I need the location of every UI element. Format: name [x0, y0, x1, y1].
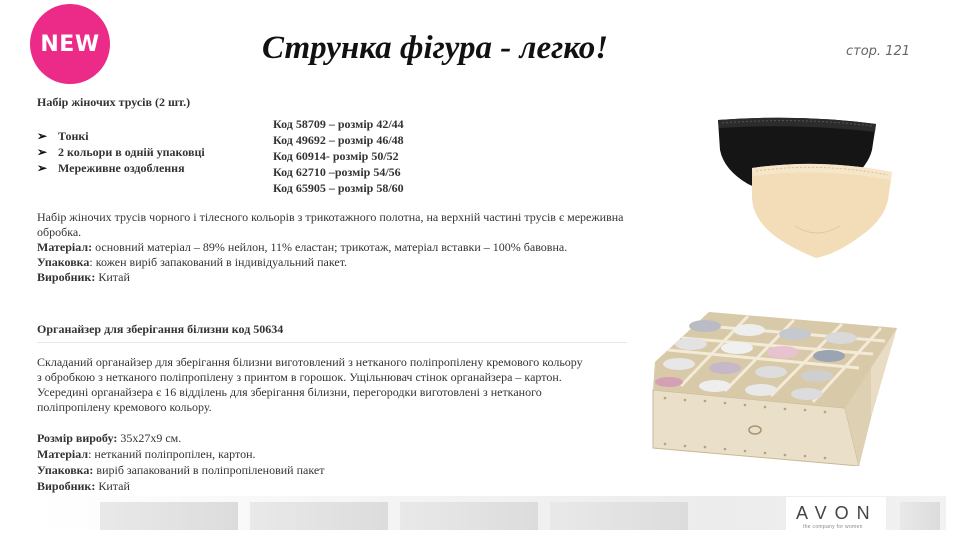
new-badge [30, 4, 110, 84]
manufacturer-label: Виробник: [37, 270, 96, 284]
feature-item: ➢ Тонкі [37, 129, 89, 143]
manufacturer-value: Китай [98, 479, 130, 493]
product-description [37, 210, 627, 285]
description-text: Набір жіночих трусів чорного і тілесного кольорів з трикотажного полотна, на верхній частині трусів є мереживна обробка. [37, 210, 624, 239]
description-line: Усередині органайзера є 16 відділень для зберігання білизни, перегородки виготовлені з нетканого [37, 385, 542, 399]
footer-decoration [250, 502, 388, 530]
page-number: стор. 121 [846, 44, 911, 59]
packaging-value: виріб запакований в поліпропіленовий пакет [96, 463, 325, 477]
size-value: 35х27х9 см. [120, 431, 182, 445]
feature-item: ➢ 2 кольори в одній упаковці [37, 145, 205, 159]
material-value: основний матеріал – 89% нейлон, 11% еластан; трикотаж, матеріал вставки – 100% бавовна. [95, 240, 568, 254]
footer-decoration [100, 502, 238, 530]
manufacturer-value: Китай [98, 270, 130, 284]
organizer-title: Органайзер для зберігання білизни код 50634 [37, 322, 284, 336]
arrow-bullet-icon: ➢ [37, 161, 48, 175]
organizer-description [37, 355, 637, 415]
material-label: Матеріал [37, 447, 89, 461]
avon-logo: AVON [796, 503, 878, 523]
material-line [37, 446, 597, 462]
material-label: Матеріал: [37, 240, 93, 254]
page-title: Струнка фігура - легко! [262, 30, 609, 66]
packaging-label: Упаковка [37, 255, 90, 269]
new-badge-label: NEW [40, 31, 100, 57]
manufacturer-line [37, 478, 597, 494]
manufacturer-label: Виробник: [37, 479, 96, 493]
product-code: Код 62710 –розмір 54/56 [273, 165, 401, 179]
product-title: Набір жіночих трусів (2 шт.) [37, 95, 191, 109]
feature-list [37, 128, 205, 176]
packaging-value: : кожен виріб запакований в індивідуальний пакет. [89, 255, 348, 269]
organizer-image [645, 306, 903, 466]
panties-image [700, 108, 900, 260]
footer-decoration [900, 502, 940, 530]
size-label: Розмір виробу: [37, 431, 118, 445]
organizer-specs [37, 430, 597, 494]
size-line [37, 430, 597, 446]
product-code: Код 60914- розмір 50/52 [273, 149, 399, 163]
description-line: поліпропілену кремового кольору. [37, 400, 212, 414]
product-code: Код 58709 – розмір 42/44 [273, 117, 404, 131]
arrow-bullet-icon: ➢ [37, 129, 48, 143]
packaging-line [37, 462, 597, 478]
material-line [37, 240, 627, 255]
arrow-bullet-icon: ➢ [37, 145, 48, 159]
avon-tagline: the company for women [803, 524, 863, 530]
packaging-label: Упаковка: [37, 463, 94, 477]
product-code: Код 65905 – розмір 58/60 [273, 181, 404, 195]
material-value: : нетканий поліпропілен, картон. [88, 447, 256, 461]
section-divider [37, 342, 627, 343]
feature-item: ➢ Мереживне оздоблення [37, 161, 185, 175]
footer-decoration [400, 502, 538, 530]
manufacturer-line [37, 270, 627, 285]
description-line: Складаний органайзер для зберігання білизни виготовлений з нетканого поліпропілену кремового кольору [37, 355, 583, 369]
packaging-line [37, 255, 627, 270]
description-line: з обробкою з нетканого поліпропілену з принтом в горошок. Ущільнювач стінок органайзера – картон. [37, 370, 562, 384]
product-code: Код 49692 – розмір 46/48 [273, 133, 404, 147]
product-code-list [273, 116, 404, 196]
footer-decoration [550, 502, 688, 530]
